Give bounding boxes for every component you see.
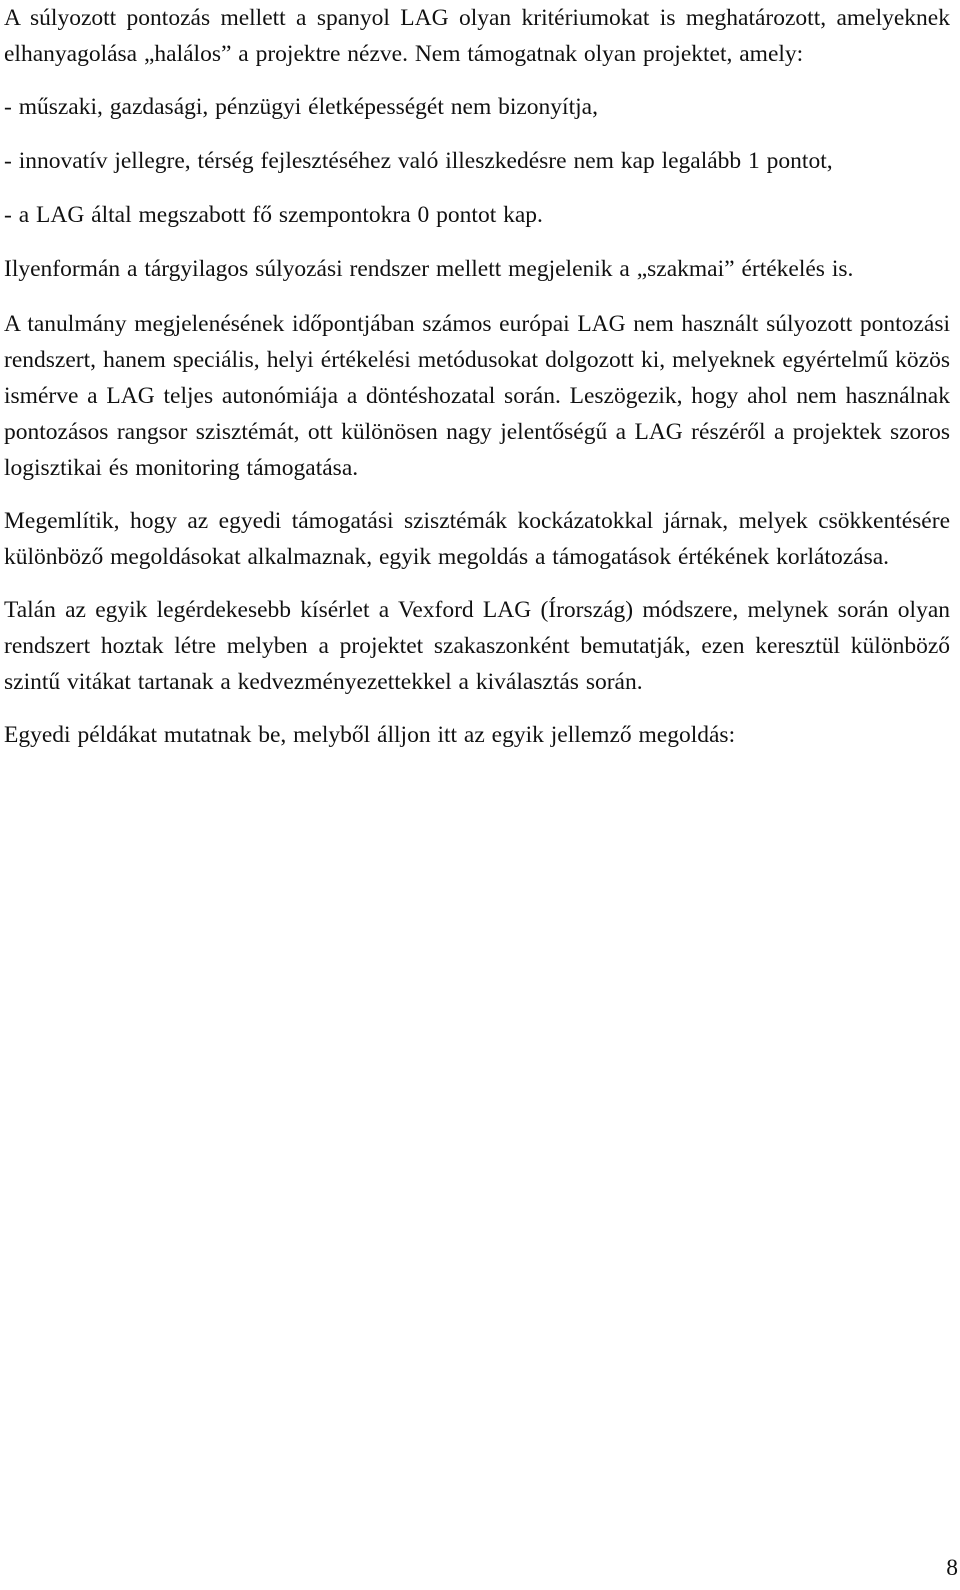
paragraph-professional-evaluation: Ilyenformán a tárgyilagos súlyozási rendszer mellett megjelenik a „szakmai” értékelés is. bbox=[4, 256, 854, 282]
list-item-viability: - műszaki, gazdasági, pénzügyi életképességét nem bizonyítja, bbox=[4, 94, 598, 120]
document-body bbox=[4, 0, 950, 772]
paragraph-risks: Megemlítik, hogy az egyedi támogatási szisztémák kockázatokkal járnak, melyek csökkentésére különböző megoldásokat alkalmaznak, egyik megoldás a támogatások értékének korlátozása. bbox=[4, 508, 950, 570]
list-item-innovation: - innovatív jellegre, térség fejlesztéséhez való illeszkedésre nem kap legalább 1 pontot, bbox=[4, 148, 833, 174]
paragraph-examples-intro: Egyedi példákat mutatnak be, melyből álljon itt az egyik jellemző megoldás: bbox=[4, 722, 736, 748]
paragraph-study-findings: A tanulmány megjelenésének időpontjában számos európai LAG nem használt súlyozott pontozási rendszert, hanem speciális, helyi értékelési metódusokat dolgozott ki, melyeknek egyértelmű közös ismérve a LAG teljes autonómiája a döntéshozatal során. Leszögezik, hogy ahol nem használnak pontozásos rangsor szisztémát, ott különösen nagy jelentőségű a LAG részéről a projektek szoros logisztikai és monitoring támogatása. bbox=[4, 311, 950, 481]
paragraph-vexford-lag: Talán az egyik legérdekesebb kísérlet a Vexford LAG (Írország) módszere, melynek során olyan rendszert hoztak létre melyben a projektet szakaszonként bemutatják, ezen keresztül különböző szintű vitákat tartanak a kedvezményezettekkel a kiválasztás során. bbox=[4, 597, 950, 695]
paragraph-spanish-lag-criteria: A súlyozott pontozás mellett a spanyol LAG olyan kritériumokat is meghatározott, amelyeknek elhanyagolása „halálos” a projektre nézve. Nem támogatnak olyan projektet, amely: bbox=[4, 5, 950, 67]
page-number: 8 bbox=[946, 1555, 958, 1581]
list-item-main-criteria: - a LAG által megszabott fő szempontokra 0 pontot kap. bbox=[4, 202, 543, 228]
